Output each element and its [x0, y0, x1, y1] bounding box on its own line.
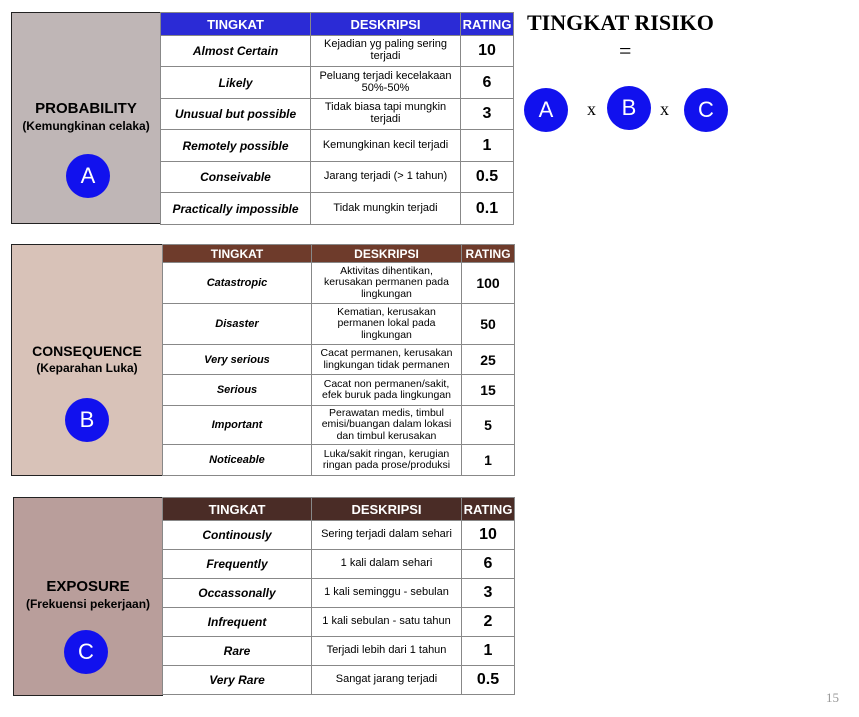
cell-rating: 2: [462, 608, 515, 637]
header-rating: RATING: [461, 13, 514, 36]
table-row: [161, 193, 514, 225]
cell-tingkat: Important: [163, 406, 312, 445]
table-row: [161, 99, 514, 130]
table-row: [163, 550, 515, 579]
exposure-subtitle: (Frekuensi pekerjaan): [25, 597, 151, 611]
formula-b-badge: B: [607, 86, 651, 130]
table-row: [161, 162, 514, 193]
formula-title: TINGKAT RISIKO: [527, 10, 714, 35]
table-header-row: [163, 245, 515, 263]
cell-deskripsi: Cacat permanen, kerusakan lingkungan tidak permanen: [312, 345, 462, 375]
header-rating: RATING: [462, 245, 515, 263]
table-row: [163, 521, 515, 550]
cell-deskripsi: Kemungkinan kecil terjadi: [311, 130, 461, 162]
cell-tingkat: Practically impossible: [161, 193, 311, 225]
consequence-letter-badge: B: [65, 398, 109, 442]
cell-tingkat: Conseivable: [161, 162, 311, 193]
page-number: 15: [826, 690, 839, 705]
exposure-letter-badge: C: [64, 630, 108, 674]
cell-deskripsi: Aktivitas dihentikan, kerusakan permanen pada lingkungan: [312, 263, 462, 304]
formula-times-2: x: [660, 99, 669, 119]
table-row: [163, 304, 515, 345]
header-deskripsi: DESKRIPSI: [312, 498, 462, 521]
cell-rating: 0.5: [461, 162, 514, 193]
formula-c-badge: C: [684, 88, 728, 132]
cell-deskripsi: 1 kali sebulan - satu tahun: [312, 608, 462, 637]
cell-deskripsi: Terjadi lebih dari 1 tahun: [312, 637, 462, 666]
cell-tingkat: Rare: [163, 637, 312, 666]
cell-tingkat: Occassonally: [163, 579, 312, 608]
table-row: [163, 375, 515, 406]
header-deskripsi: DESKRIPSI: [312, 245, 462, 263]
cell-rating: 1: [462, 445, 515, 476]
table-row: [161, 130, 514, 162]
table-header-row: [163, 498, 515, 521]
formula-a-badge: A: [524, 88, 568, 132]
cell-deskripsi: Sering terjadi dalam sehari: [312, 521, 462, 550]
cell-rating: 3: [461, 99, 514, 130]
table-row: [161, 67, 514, 99]
cell-deskripsi: Tidak mungkin terjadi: [311, 193, 461, 225]
cell-rating: 50: [462, 304, 515, 345]
cell-deskripsi: Perawatan medis, timbul emisi/buangan dalam lokasi dan timbul kerusakan: [312, 406, 462, 445]
cell-deskripsi: Luka/sakit ringan, kerugian ringan pada prose/produksi: [312, 445, 462, 476]
cell-deskripsi: Kematian, kerusakan permanen lokal pada lingkungan: [312, 304, 462, 345]
cell-rating: 10: [461, 36, 514, 67]
cell-rating: 10: [462, 521, 515, 550]
header-tingkat: TINGKAT: [163, 245, 312, 263]
table-header-row: [161, 13, 514, 36]
table-row: [161, 36, 514, 67]
cell-tingkat: Almost Certain: [161, 36, 311, 67]
exposure-title: EXPOSURE: [46, 578, 130, 595]
table-row: [163, 406, 515, 445]
cell-rating: 5: [462, 406, 515, 445]
formula-equals: =: [619, 38, 632, 63]
cell-deskripsi: Jarang terjadi (> 1 tahun): [311, 162, 461, 193]
table-row: [163, 637, 515, 666]
cell-rating: 25: [462, 345, 515, 375]
cell-rating: 1: [461, 130, 514, 162]
cell-rating: 0.5: [462, 666, 515, 695]
cell-tingkat: Disaster: [163, 304, 312, 345]
cell-rating: 15: [462, 375, 515, 406]
probability-title: PROBABILITY: [35, 100, 137, 117]
header-tingkat: TINGKAT: [161, 13, 311, 36]
cell-tingkat: Noticeable: [163, 445, 312, 476]
consequence-subtitle: (Keparahan Luka): [36, 361, 138, 375]
table-row: [163, 608, 515, 637]
cell-tingkat: Infrequent: [163, 608, 312, 637]
exposure-table: [162, 497, 515, 695]
header-tingkat: TINGKAT: [163, 498, 312, 521]
cell-tingkat: Continously: [163, 521, 312, 550]
cell-rating: 100: [462, 263, 515, 304]
cell-tingkat: Serious: [163, 375, 312, 406]
cell-rating: 0.1: [461, 193, 514, 225]
cell-tingkat: Very serious: [163, 345, 312, 375]
header-deskripsi: DESKRIPSI: [311, 13, 461, 36]
cell-deskripsi: Peluang terjadi kecelakaan 50%-50%: [311, 67, 461, 99]
cell-tingkat: Very Rare: [163, 666, 312, 695]
cell-deskripsi: Cacat non permanen/sakit, efek buruk pada lingkungan: [312, 375, 462, 406]
probability-table: [160, 12, 514, 225]
cell-rating: 6: [461, 67, 514, 99]
formula-times-1: x: [587, 99, 596, 119]
cell-rating: 1: [462, 637, 515, 666]
cell-rating: 3: [462, 579, 515, 608]
cell-deskripsi: Sangat jarang terjadi: [312, 666, 462, 695]
cell-tingkat: Catastropic: [163, 263, 312, 304]
cell-tingkat: Unusual but possible: [161, 99, 311, 130]
table-row: [163, 263, 515, 304]
cell-tingkat: Remotely possible: [161, 130, 311, 162]
table-row: [163, 345, 515, 375]
cell-tingkat: Frequently: [163, 550, 312, 579]
cell-deskripsi: 1 kali dalam sehari: [312, 550, 462, 579]
cell-deskripsi: Tidak biasa tapi mungkin terjadi: [311, 99, 461, 130]
cell-tingkat: Likely: [161, 67, 311, 99]
cell-deskripsi: 1 kali seminggu - sebulan: [312, 579, 462, 608]
consequence-title: CONSEQUENCE: [32, 343, 142, 359]
table-row: [163, 579, 515, 608]
header-rating: RATING: [462, 498, 515, 521]
probability-letter-badge: A: [66, 154, 110, 198]
consequence-table: [162, 244, 515, 476]
probability-subtitle: (Kemungkinan celaka): [22, 119, 150, 133]
cell-deskripsi: Kejadian yg paling sering terjadi: [311, 36, 461, 67]
cell-rating: 6: [462, 550, 515, 579]
table-row: [163, 445, 515, 476]
table-row: [163, 666, 515, 695]
